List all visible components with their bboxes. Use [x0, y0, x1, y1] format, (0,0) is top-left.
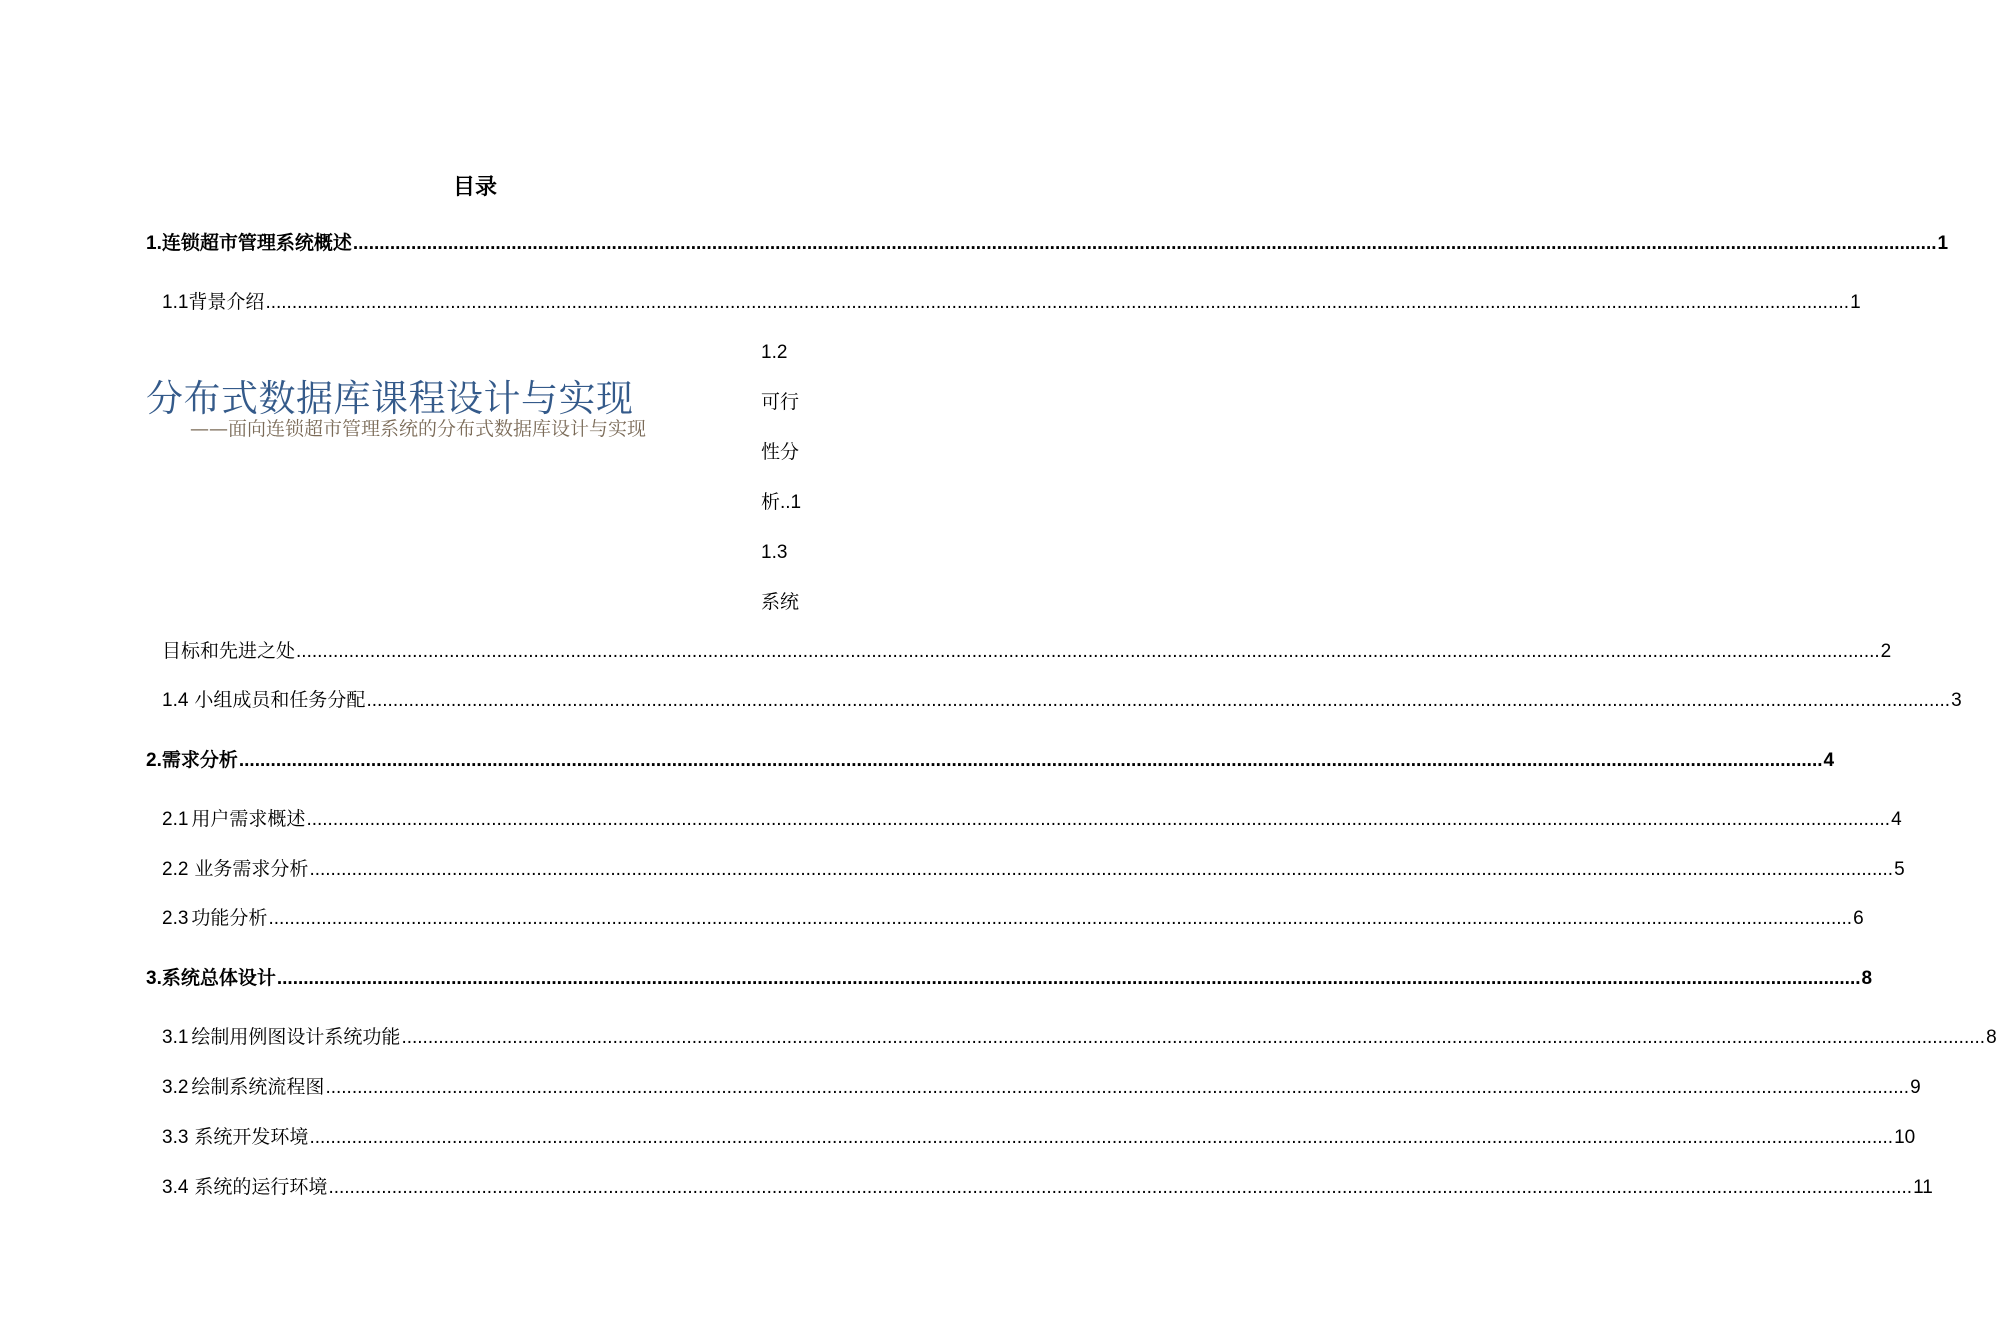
toc-entry-number: 3.2 [162, 1077, 189, 1098]
toc-leader-dots: ............................................................................................................................................................................................................................................................................................................ [309, 1127, 1894, 1148]
toc-entry-page: 6 [1853, 908, 1864, 929]
toc-entry-number: 3.3 [162, 1127, 189, 1148]
toc-entry-title: 系统总体设计 [161, 968, 276, 989]
toc-entry-title: 目标和先进之处 [162, 641, 296, 662]
toc-entry-page: 4 [1823, 750, 1835, 771]
toc-entry-page: 9 [1910, 1077, 1921, 1098]
toc-entry[interactable] [162, 904, 1864, 934]
toc-entry-title: 绘制系统流程图 [191, 1077, 325, 1098]
toc-entry-page: 5 [1894, 859, 1905, 880]
toc-entry[interactable] [146, 964, 1873, 994]
toc-leader-dots: ............................................................................................................................................................................................................................................................................................................ [276, 968, 1861, 989]
toc-entry-number: 2.3 [162, 908, 189, 929]
toc-leader-dots: ............................................................................................................................................................................................................................................................................................................ [309, 859, 1894, 880]
toc-entry-page: 1 [1937, 233, 1949, 254]
toc-entry-title: 绘制用例图设计系统功能 [191, 1027, 401, 1048]
toc-entry-page: 1 [1850, 292, 1861, 313]
toc-entry-page: 4 [1891, 809, 1902, 830]
toc-entry-page: 8 [1861, 968, 1873, 989]
toc-entry-number: 2. [146, 750, 162, 771]
toc-entry[interactable] [162, 1123, 1916, 1153]
toc-entry-number: 3. [146, 968, 162, 989]
toc-heading: 目录 [452, 174, 497, 199]
toc-entry-title: 业务需求分析 [194, 859, 309, 880]
toc-entry[interactable] [162, 855, 1905, 885]
toc-entry-number: 3.1 [162, 1027, 189, 1048]
toc-leader-dots: ............................................................................................................................................................................................................................................................................................................ [306, 809, 1891, 830]
toc-entry[interactable] [162, 637, 1892, 667]
toc-entry-title: 需求分析 [161, 750, 238, 771]
toc-entry-page: 3 [1951, 690, 1962, 711]
toc-entry-number: 2.2 [162, 859, 189, 880]
toc-entry[interactable] [146, 746, 1835, 776]
toc-leader-dots: ............................................................................................................................................................................................................................................................................................................ [265, 292, 1850, 313]
toc-leader-dots: ............................................................................................................................................................................................................................................................................................................ [325, 1077, 1910, 1098]
toc-entry-number: 1.4 [162, 690, 189, 711]
toc-leader-dots: ............................................................................................................................................................................................................................................................................................................ [401, 1027, 1986, 1048]
toc-entry-number: 3.4 [162, 1177, 189, 1198]
toc-entry-number: 2.1 [162, 809, 189, 830]
toc-entry-title: 背景介绍 [188, 292, 265, 313]
toc-entry-page: 11 [1913, 1177, 1933, 1198]
toc-entry-title: 连锁超市管理系统概述 [161, 233, 352, 254]
toc-wrapped-fragment: 1.3 [761, 542, 788, 563]
toc-entry-number: 1. [146, 233, 162, 254]
toc-entry-title: 系统开发环境 [194, 1127, 309, 1148]
toc-entry[interactable] [146, 229, 1949, 259]
toc-entry-title: 用户需求概述 [191, 809, 306, 830]
toc-entry-title: 功能分析 [191, 908, 268, 929]
toc-wrapped-fragment: 1.2 [761, 342, 788, 363]
toc-entry[interactable] [162, 805, 1902, 835]
toc-leader-dots: ............................................................................................................................................................................................................................................................................................................ [268, 908, 1853, 929]
toc-leader-dots: ............................................................................................................................................................................................................................................................................................................ [238, 750, 1823, 771]
document-subtitle: ——面向连锁超市管理系统的分布式数据库设计与实现 [190, 418, 647, 440]
document-title: 分布式数据库课程设计与实现 [146, 377, 634, 420]
toc-leader-dots: ............................................................................................................................................................................................................................................................................................................ [328, 1177, 1913, 1198]
toc-entry-page: 2 [1880, 641, 1892, 662]
toc-entry-page: 10 [1894, 1127, 1916, 1148]
toc-entry[interactable] [162, 288, 1861, 318]
toc-entry-title: 小组成员和任务分配 [194, 690, 366, 711]
toc-wrapped-fragment: 析..1 [761, 492, 802, 513]
toc-wrapped-fragment: 可行 [761, 392, 800, 413]
toc-leader-dots: ............................................................................................................................................................................................................................................................................................................ [366, 690, 1951, 711]
toc-wrapped-fragment: 性分 [761, 442, 800, 463]
toc-leader-dots: ............................................................................................................................................................................................................................................................................................................ [296, 641, 1880, 662]
toc-wrapped-fragment: 系统 [761, 592, 800, 613]
toc-wrapped-column [761, 338, 811, 638]
toc-entry[interactable] [162, 1173, 1933, 1203]
toc-entry[interactable] [162, 686, 1962, 716]
toc-entry[interactable] [162, 1023, 1997, 1053]
toc-entry-page: 8 [1986, 1027, 1997, 1048]
toc-entry[interactable] [162, 1073, 1921, 1103]
toc-entry-title: 系统的运行环境 [194, 1177, 328, 1198]
toc-leader-dots: ............................................................................................................................................................................................................................................................................................................ [352, 233, 1937, 254]
toc-entry-number: 1.1 [162, 292, 189, 313]
